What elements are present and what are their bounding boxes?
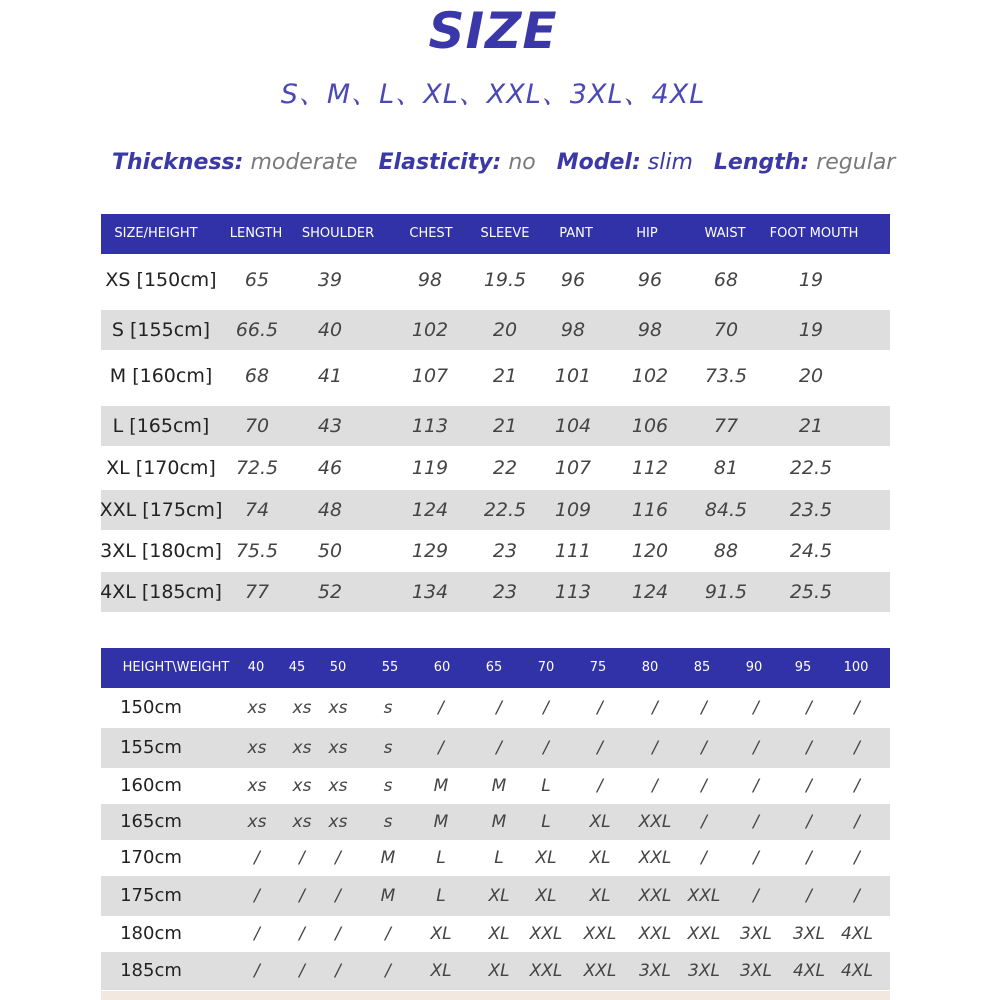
weight-cell: /	[496, 738, 502, 758]
size-cell: 104	[554, 415, 592, 437]
size-cell: 102	[631, 365, 669, 387]
weight-cell: 4XL	[841, 924, 873, 944]
weight-cell: 3XL	[793, 924, 825, 944]
weight-column-header: 85	[693, 660, 711, 675]
weight-column-header: 45	[288, 660, 306, 675]
weight-cell: XXL	[529, 961, 563, 981]
weight-cell: /	[543, 738, 549, 758]
weight-row-label: 185cm	[120, 960, 182, 981]
size-table-row	[101, 446, 890, 490]
weight-cell: /	[701, 812, 707, 832]
weight-cell: /	[652, 738, 658, 758]
weight-cell: /	[806, 886, 812, 906]
weight-header-row	[101, 648, 890, 688]
weight-cell: /	[701, 776, 707, 796]
weight-cell: /	[335, 961, 341, 981]
weight-cell: L	[494, 848, 504, 868]
weight-cell: /	[652, 776, 658, 796]
weight-row-label: 150cm	[120, 697, 182, 718]
weight-cell: /	[597, 698, 603, 718]
size-column-header: WAIST	[704, 226, 746, 241]
weight-cell: /	[806, 738, 812, 758]
weight-cell: XXL	[687, 924, 721, 944]
weight-column-header: 55	[381, 660, 399, 675]
page-title: SIZE	[428, 2, 558, 60]
weight-cell: L	[541, 812, 551, 832]
size-cell: 68	[713, 269, 739, 291]
weight-column-header: 95	[794, 660, 812, 675]
weight-cell: XL	[535, 886, 557, 906]
height-weight-table	[101, 648, 890, 981]
size-table-row	[101, 530, 890, 572]
weight-cell: XL	[488, 886, 510, 906]
weight-cell: /	[597, 738, 603, 758]
size-cell: 19	[798, 319, 824, 341]
weight-column-header: 60	[433, 660, 451, 675]
property-key-thickness: Thickness:	[112, 150, 244, 175]
weight-column-header: 50	[329, 660, 347, 675]
weight-cell: XL	[589, 812, 611, 832]
size-cell: 109	[554, 499, 592, 521]
weight-cell: /	[701, 848, 707, 868]
weight-column-header: 90	[745, 660, 763, 675]
size-row-label: 3XL [180cm]	[100, 540, 222, 562]
weight-cell: xs	[292, 698, 312, 718]
weight-cell: XXL	[529, 924, 563, 944]
size-table-row	[101, 254, 890, 306]
size-cell: 107	[411, 365, 449, 387]
weight-cell: /	[753, 848, 759, 868]
weight-cell: /	[254, 961, 260, 981]
size-cell: 50	[317, 540, 343, 562]
size-column-header: HIP	[636, 226, 658, 241]
weight-cell: /	[438, 698, 444, 718]
size-column-header: FOOT MOUTH	[769, 226, 859, 241]
size-row-label: XXL [175cm]	[99, 499, 223, 521]
weight-cell: XL	[535, 848, 557, 868]
weight-cell: /	[299, 961, 305, 981]
weight-cell: /	[299, 886, 305, 906]
weight-row-label: 170cm	[120, 847, 182, 868]
weight-cell: /	[806, 812, 812, 832]
size-cell: 25.5	[789, 581, 833, 603]
weight-cell: 3XL	[688, 961, 720, 981]
size-cell: 98	[637, 319, 663, 341]
size-cell: 124	[411, 499, 449, 521]
weight-cell: /	[753, 738, 759, 758]
size-cell: 70	[713, 319, 739, 341]
weight-cell: /	[854, 886, 860, 906]
weight-cell: /	[385, 924, 391, 944]
property-key-length: Length:	[713, 150, 810, 175]
size-cell: 23	[492, 540, 518, 562]
size-cell: 134	[411, 581, 449, 603]
weight-cell: XXL	[638, 812, 672, 832]
weight-row-label: 165cm	[120, 811, 182, 832]
size-cell: 43	[317, 415, 343, 437]
weight-cell: /	[806, 848, 812, 868]
weight-table-row	[101, 768, 890, 804]
size-table-row	[101, 310, 890, 350]
size-cell: 41	[317, 365, 343, 387]
weight-table-row	[101, 804, 890, 840]
size-row-label: M [160cm]	[109, 365, 213, 387]
size-row-label: 4XL [185cm]	[100, 581, 222, 603]
weight-cell: /	[254, 924, 260, 944]
size-cell: 119	[411, 457, 449, 479]
size-chart-table	[99, 214, 890, 603]
weight-cell: /	[854, 848, 860, 868]
size-cell: 70	[244, 415, 270, 437]
size-cell: 98	[417, 269, 443, 291]
weight-cell: /	[254, 848, 260, 868]
size-cell: 22	[492, 457, 518, 479]
weight-cell: /	[652, 698, 658, 718]
weight-column-header: 75	[589, 660, 607, 675]
weight-table-row	[101, 840, 890, 876]
size-cell: 65	[244, 269, 270, 291]
size-column-header: SLEEVE	[480, 226, 530, 241]
weight-cell: XXL	[638, 924, 672, 944]
size-cell: 116	[631, 499, 669, 521]
weight-cell: L	[541, 776, 551, 796]
size-cell: 21	[492, 415, 518, 437]
property-key-model: Model:	[556, 150, 641, 175]
size-cell: 77	[713, 415, 739, 437]
weight-cell: /	[806, 776, 812, 796]
weight-column-header: 70	[537, 660, 555, 675]
size-table-row	[101, 406, 890, 446]
size-cell: 20	[798, 365, 824, 387]
size-cell: 21	[798, 415, 824, 437]
weight-cell: 4XL	[841, 961, 873, 981]
weight-table-row	[101, 876, 890, 916]
size-cell: 66.5	[235, 319, 279, 341]
property-key-elasticity: Elasticity:	[378, 150, 502, 175]
weight-cell: /	[543, 698, 549, 718]
available-sizes: S、M、L、XL、XXL、3XL、4XL	[280, 79, 706, 110]
size-cell: 46	[317, 457, 343, 479]
size-cell: 102	[411, 319, 449, 341]
weight-cell: 3XL	[740, 961, 772, 981]
weight-column-header: 65	[485, 660, 503, 675]
weight-cell: /	[753, 886, 759, 906]
weight-cell: s	[383, 776, 393, 796]
weight-cell: s	[383, 812, 393, 832]
weight-cell: M	[380, 848, 396, 868]
weight-column-header: 80	[641, 660, 659, 675]
size-cell: 96	[560, 269, 586, 291]
size-cell: 72.5	[235, 457, 279, 479]
weight-cell: /	[854, 738, 860, 758]
size-cell: 88	[713, 540, 739, 562]
weight-row-label: 175cm	[120, 885, 182, 906]
weight-table-row	[101, 728, 890, 768]
weight-cell: /	[335, 924, 341, 944]
size-cell: 107	[554, 457, 592, 479]
size-cell: 112	[631, 457, 669, 479]
size-cell: 91.5	[704, 581, 748, 603]
weight-cell: XXL	[583, 924, 617, 944]
weight-cell: XXL	[638, 848, 672, 868]
weight-cell: /	[854, 812, 860, 832]
size-cell: 113	[554, 581, 592, 603]
weight-cell: /	[701, 738, 707, 758]
size-cell: 24.5	[789, 540, 833, 562]
bottom-divider	[101, 991, 890, 1000]
property-value-elasticity: no	[508, 150, 536, 175]
weight-cell: XXL	[687, 886, 721, 906]
weight-cell: /	[854, 776, 860, 796]
size-column-header: LENGTH	[229, 226, 283, 241]
weight-cell: xs	[247, 698, 267, 718]
size-column-header: SHOULDER	[301, 226, 375, 241]
size-table-row	[101, 350, 890, 402]
product-properties	[112, 150, 896, 175]
size-cell: 101	[554, 365, 592, 387]
weight-cell: xs	[247, 776, 267, 796]
weight-cell: /	[335, 886, 341, 906]
size-cell: 68	[244, 365, 270, 387]
weight-cell: M	[433, 776, 449, 796]
size-cell: 73.5	[704, 365, 748, 387]
weight-cell: /	[299, 924, 305, 944]
weight-cell: xs	[328, 812, 348, 832]
weight-row-label: 155cm	[120, 737, 182, 758]
weight-cell: /	[438, 738, 444, 758]
size-cell: 20	[492, 319, 518, 341]
size-cell: 120	[631, 540, 669, 562]
weight-cell: M	[380, 886, 396, 906]
size-cell: 113	[411, 415, 449, 437]
size-cell: 124	[631, 581, 669, 603]
weight-cell: XXL	[583, 961, 617, 981]
size-cell: 52	[317, 581, 343, 603]
weight-cell: /	[806, 698, 812, 718]
weight-cell: xs	[292, 812, 312, 832]
size-row-label: XS [150cm]	[105, 269, 217, 291]
weight-row-label: 160cm	[120, 775, 182, 796]
weight-cell: /	[701, 698, 707, 718]
weight-cell: M	[433, 812, 449, 832]
size-row-label: S [155cm]	[111, 319, 211, 341]
weight-cell: 3XL	[740, 924, 772, 944]
size-cell: 111	[554, 540, 592, 562]
weight-cell: /	[854, 698, 860, 718]
property-value-thickness: moderate	[250, 150, 358, 175]
weight-cell: L	[436, 886, 446, 906]
size-cell: 74	[244, 499, 270, 521]
weight-cell: 3XL	[639, 961, 671, 981]
size-cell: 23.5	[789, 499, 833, 521]
weight-cell: /	[496, 698, 502, 718]
size-table-row	[101, 572, 890, 612]
weight-cell: XL	[430, 961, 452, 981]
size-cell: 22.5	[483, 499, 527, 521]
weight-cell: xs	[328, 776, 348, 796]
weight-cell: /	[299, 848, 305, 868]
size-cell: 77	[244, 581, 270, 603]
weight-cell: /	[385, 961, 391, 981]
property-value-length: regular	[816, 150, 896, 175]
property-value-model: slim	[647, 150, 693, 175]
size-cell: 39	[317, 269, 343, 291]
size-cell: 81	[713, 457, 739, 479]
size-cell: 98	[560, 319, 586, 341]
weight-cell: xs	[328, 698, 348, 718]
size-cell: 21	[492, 365, 518, 387]
weight-cell: xs	[328, 738, 348, 758]
size-row-label: L [165cm]	[112, 415, 210, 437]
weight-cell: XXL	[638, 886, 672, 906]
weight-cell: xs	[292, 738, 312, 758]
size-table-row	[101, 490, 890, 530]
size-column-header: SIZE/HEIGHT	[114, 226, 198, 241]
size-cell: 75.5	[235, 540, 279, 562]
weight-cell: xs	[247, 812, 267, 832]
size-cell: 84.5	[704, 499, 748, 521]
size-row-label: XL [170cm]	[106, 457, 216, 479]
weight-cell: XL	[488, 961, 510, 981]
size-cell: 48	[317, 499, 343, 521]
weight-cell: /	[254, 886, 260, 906]
weight-cell: XL	[589, 886, 611, 906]
weight-cell: XL	[589, 848, 611, 868]
weight-cell: /	[753, 812, 759, 832]
weight-cell: /	[753, 698, 759, 718]
weight-cell: /	[597, 776, 603, 796]
weight-table-row	[101, 688, 890, 728]
size-column-header: PANT	[559, 226, 593, 241]
size-column-header: CHEST	[409, 226, 453, 241]
weight-cell: M	[491, 776, 507, 796]
size-cell: 22.5	[789, 457, 833, 479]
weight-cell: L	[436, 848, 446, 868]
size-cell: 19	[798, 269, 824, 291]
size-cell: 96	[637, 269, 663, 291]
weight-cell: /	[335, 848, 341, 868]
size-cell: 23	[492, 581, 518, 603]
size-cell: 106	[631, 415, 669, 437]
weight-cell: /	[753, 776, 759, 796]
weight-column-header: 40	[247, 660, 265, 675]
weight-cell: xs	[247, 738, 267, 758]
weight-cell: xs	[292, 776, 312, 796]
weight-cell: 4XL	[793, 961, 825, 981]
weight-cell: XL	[488, 924, 510, 944]
size-cell: 129	[411, 540, 449, 562]
size-cell: 19.5	[483, 269, 527, 291]
weight-row-label: 180cm	[120, 923, 182, 944]
weight-table-row	[101, 952, 890, 990]
weight-column-header: HEIGHT\WEIGHT	[122, 660, 230, 675]
weight-cell: s	[383, 738, 393, 758]
weight-cell: M	[491, 812, 507, 832]
weight-cell: s	[383, 698, 393, 718]
size-header-row	[101, 214, 890, 254]
weight-cell: XL	[430, 924, 452, 944]
size-cell: 40	[317, 319, 343, 341]
weight-column-header: 100	[843, 660, 869, 675]
weight-table-row	[101, 916, 890, 952]
